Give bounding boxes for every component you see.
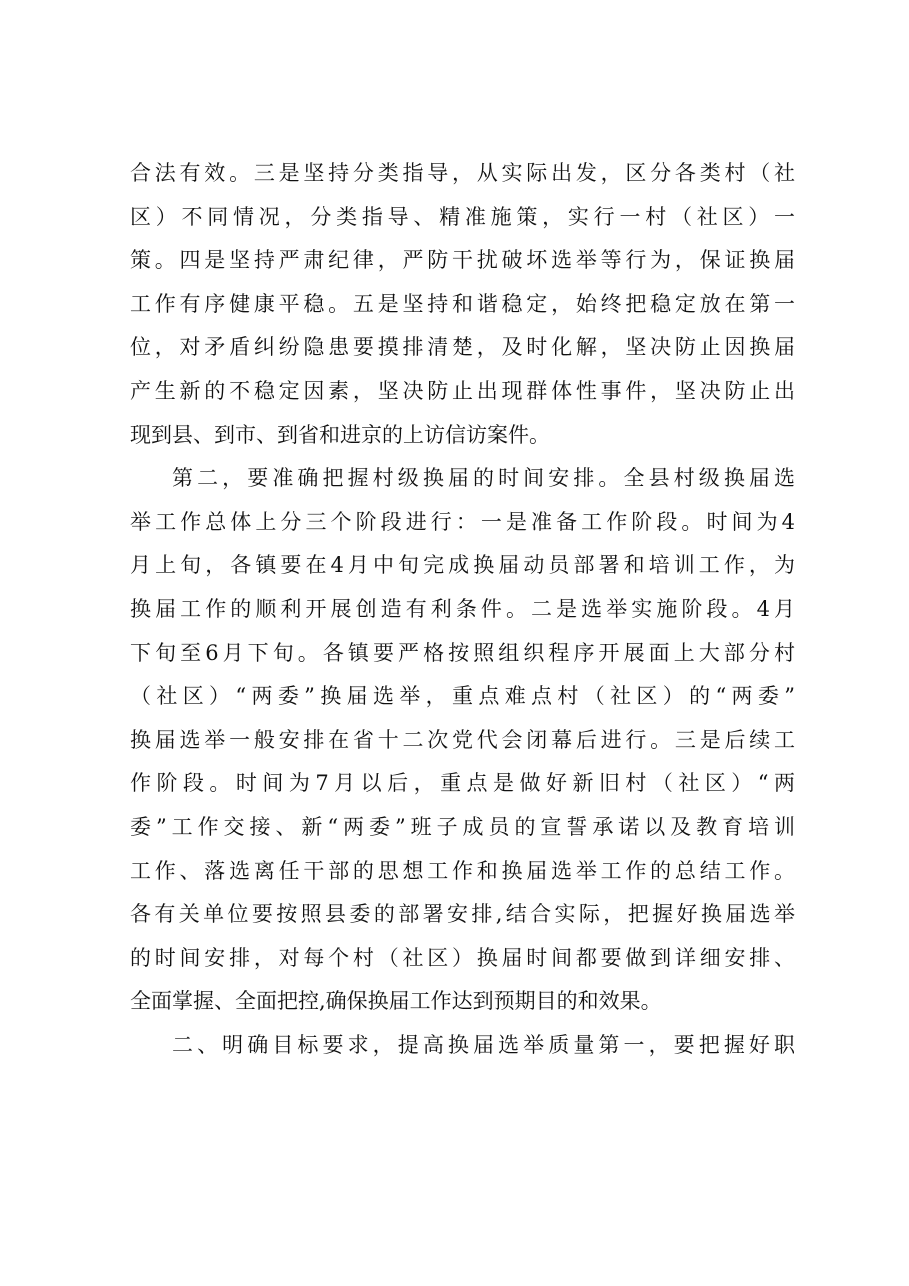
body-line: 换届选举一般安排在省十二次党代会闭幕后进行。三是后续工 — [130, 727, 795, 752]
body-line: 全面掌握、全面把控,确保换届工作达到预期目的和效果。 — [130, 989, 662, 1014]
body-line: 委”工作交接、新“两委”班子成员的宣誓承诺以及教育培训 — [130, 814, 795, 839]
body-line: 的时间安排，对每个村（社区）换届时间都要做到详细安排、 — [130, 945, 795, 970]
body-line: 现到县、到市、到省和进京的上访信访案件。 — [130, 422, 550, 447]
body-line: 区）不同情况，分类指导、精准施策，实行一村（社区）一 — [130, 204, 795, 229]
body-line: 工作、落选离任干部的思想工作和换届选举工作的总结工作。 — [130, 858, 795, 883]
body-line: 举工作总体上分三个阶段进行：一是准备工作阶段。时间为4 — [130, 509, 795, 534]
body-line: 作阶段。时间为7月以后，重点是做好新旧村（社区）“两 — [130, 771, 795, 796]
body-line: 策。四是坚持严肃纪律，严防干扰破坏选举等行为，保证换届 — [130, 248, 795, 273]
document-body — [130, 152, 795, 1067]
body-line: （社区）“两委”换届选举，重点难点村（社区）的“两委” — [130, 684, 795, 709]
body-line: 下旬至6月下旬。各镇要严格按照组织程序开展面上大部分村 — [130, 640, 795, 665]
body-line: 工作有序健康平稳。五是坚持和谐稳定，始终把稳定放在第一 — [130, 291, 795, 316]
body-line: 各有关单位要按照县委的部署安排,结合实际，把握好换届选举 — [130, 902, 795, 927]
body-line: 月上旬，各镇要在4月中旬完成换届动员部署和培训工作，为 — [130, 553, 795, 578]
body-line: 合法有效。三是坚持分类指导，从实际出发，区分各类村（社 — [130, 161, 795, 185]
section-heading-line: 二、明确目标要求，提高换届选举质量第一，要把握好职 — [172, 1032, 795, 1057]
body-line: 产生新的不稳定因素，坚决防止出现群体性事件，坚决防止出 — [130, 378, 795, 403]
body-line: 位，对矛盾纠纷隐患要摸排清楚，及时化解，坚决防止因换届 — [130, 335, 795, 360]
paragraph-first-line: 第二，要准确把握村级换届的时间安排。全县村级换届选 — [172, 466, 795, 491]
body-line: 换届工作的顺利开展创造有利条件。二是选举实施阶段。4月 — [130, 596, 795, 621]
